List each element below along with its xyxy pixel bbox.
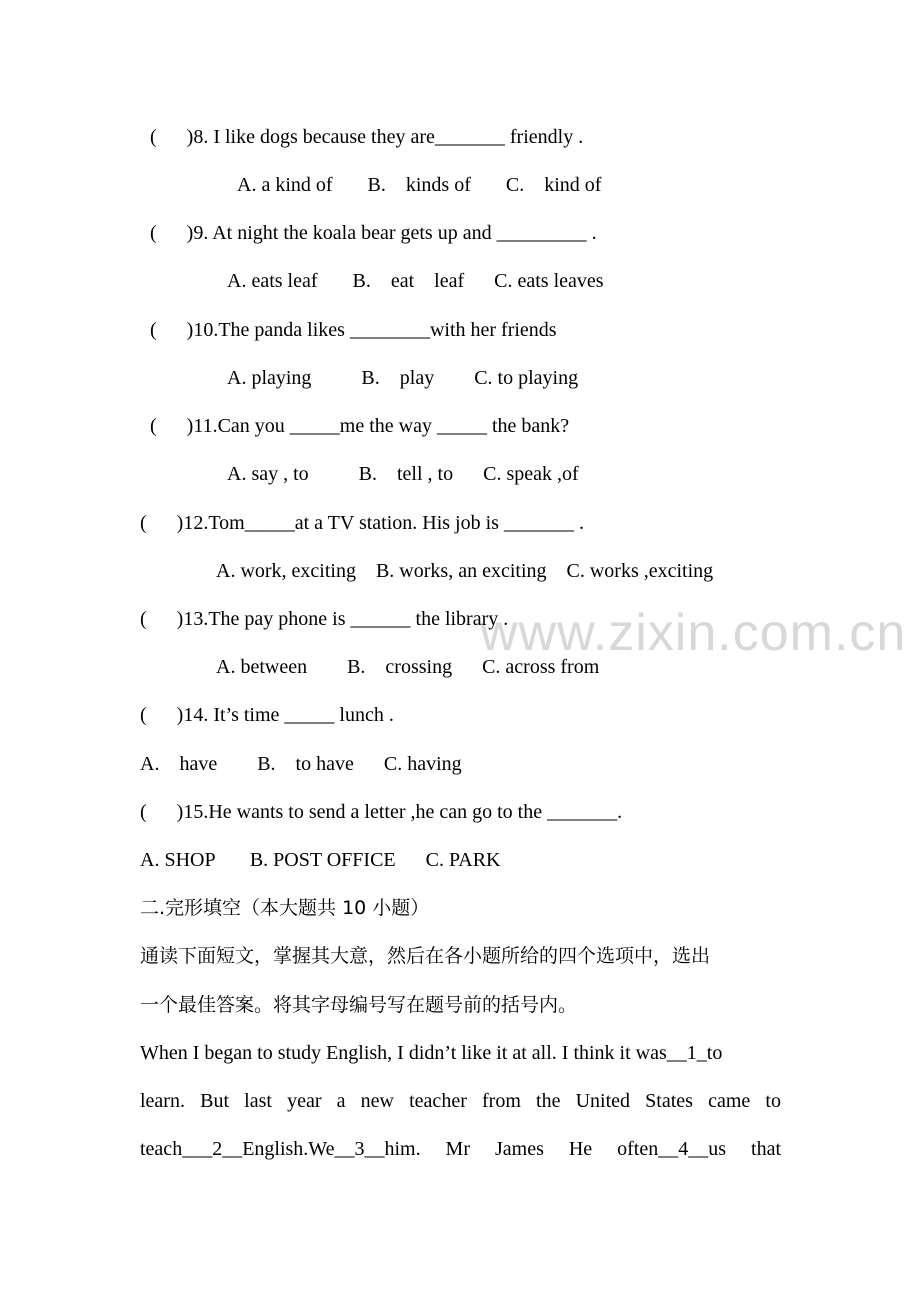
instruction-line-1: 通读下面短文，掌握其大意，然后在各小题所给的四个选项中，选出	[140, 945, 711, 967]
watermark: www.zixin.com.cn	[480, 604, 907, 662]
question-11-options: A. say , to B. tell , to C. speak ,of	[227, 463, 579, 485]
passage-line-2: learn. But last year a new teacher from the United States came to	[140, 1090, 781, 1112]
question-10-stem: ( )10.The panda likes ________with her friends	[150, 319, 557, 341]
question-12-options: A. work, exciting B. works, an exciting C. works ,exciting	[216, 560, 714, 582]
question-11-stem: ( )11.Can you _____me the way _____ the bank?	[150, 415, 570, 437]
question-8-options: A. a kind of B. kinds of C. kind of	[237, 174, 602, 196]
question-8-stem: ( )8. I like dogs because they are_______ friendly .	[150, 126, 584, 148]
question-10-options: A. playing B. play C. to playing	[227, 367, 579, 389]
question-14-stem: ( )14. It’s time _____ lunch .	[140, 704, 394, 726]
section-heading: 二.完形填空（本大题共 10 小题）	[140, 897, 430, 919]
question-15-options: A. SHOP B. POST OFFICE C. PARK	[140, 849, 501, 871]
question-14-options: A. have B. to have C. having	[140, 753, 462, 775]
question-13-stem: ( )13.The pay phone is ______ the library .	[140, 608, 509, 630]
passage-line-1: When I began to study English, I didn’t like it at all. I think it was__1_to	[140, 1042, 723, 1064]
question-12-stem: ( )12.Tom_____at a TV station. His job is _______ .	[140, 512, 584, 534]
question-13-options: A. between B. crossing C. across from	[216, 656, 600, 678]
question-9-options: A. eats leaf B. eat leaf C. eats leaves	[227, 270, 604, 292]
question-9-stem: ( )9. At night the koala bear gets up and _________ .	[150, 222, 597, 244]
question-15-stem: ( )15.He wants to send a letter ,he can go to the _______.	[140, 801, 623, 823]
passage-line-3: teach___2__English.We__3__him. Mr James He often__4__us that	[140, 1138, 781, 1160]
instruction-line-2: 一个最佳答案。将其字母编号写在题号前的括号内。	[140, 994, 578, 1016]
